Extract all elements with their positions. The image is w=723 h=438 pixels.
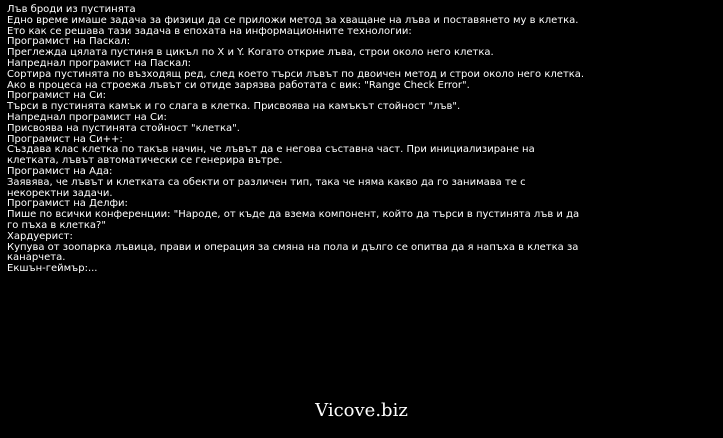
joke-text-advanced-c: Присвоява на пустинята стойност "клетка". [7,122,240,134]
joke-title: Лъв броди из пустинята [7,4,136,15]
joke-text-block [7,5,587,275]
joke-heading-pascal: Програмист на Паскал: [7,36,131,48]
joke-text-delphi: Пише по всички конференции: "Народе, от къде да взема компонент, който да търси в пустинята лъв и да го пъха в клетка?" [7,209,580,231]
joke-text-cpp: Създава клас клетка по такъв начин, че лъвът да е негова съставна част. При инициализиране на клетката, лъвът автоматически се генерира вътре. [7,144,535,167]
joke-text-c: Търси в пустинята камък и го слага в клетка. Присвоява на камъкът стойност "лъв". [7,101,461,113]
joke-text-pascal: Преглежда цялата пустиня в цикъл по X и Y. Когато открие лъва, строи около него клетка. [7,47,494,59]
joke-text-ada: Заявява, че лъвът и клетката са обекти от различен тип, така че няма какво да го занимава те с некоректни задачи. [7,176,526,199]
joke-heading-advanced-pascal: Напреднал програмист на Паскал: [7,57,192,69]
joke-text-advanced-pascal: Сортира пустинята по възходящ ред, след което търси лъвът по двоичен метод и строи около него клетка. Ако в процеса на строежа лъвът си отиде зарязва работата с вик: "Range Check Error". [7,68,585,91]
joke-heading-advanced-c: Напреднал програмист на Си: [7,111,167,123]
site-watermark: Vicove.biz [315,400,408,421]
joke-heading-action-gamer: Екшън-геймър:... [7,263,98,275]
joke-heading-delphi: Програмист на Делфи: [7,198,128,210]
joke-text-hardware: Купува от зоопарка лъвица, прави и операция за смяна на пола и дълго се опитва да я напъха в клетка за канарчета. [7,241,579,264]
joke-intro: Едно време имаше задача за физици да се приложи метод за хващане на лъва и поставянето му в клетка. Ето как се решава тази задача в епохата на информационните технологии: [7,14,579,37]
joke-heading-cpp: Програмист на Си++: [7,133,123,145]
joke-heading-c: Програмист на Си: [7,90,106,102]
joke-heading-hardware: Хардуерист: [7,230,73,242]
joke-heading-ada: Програмист на Ада: [7,165,113,177]
